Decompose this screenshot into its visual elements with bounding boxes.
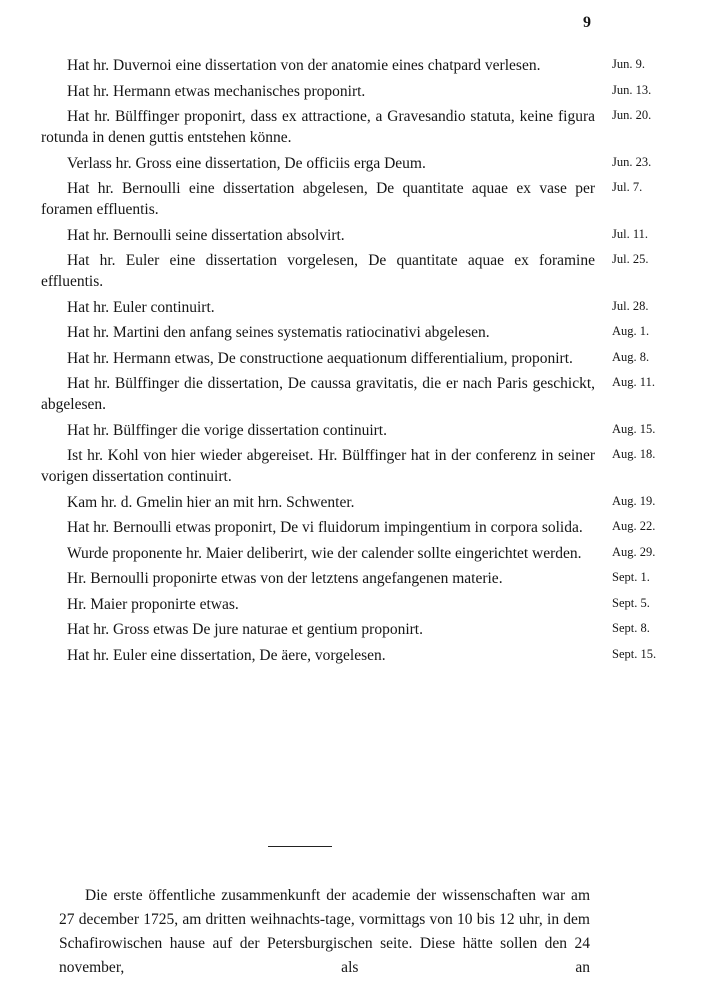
minutes-entry xyxy=(0,55,702,76)
entry-date: Aug. 22. xyxy=(612,519,656,533)
entry-text: Hat hr. Bülffinger proponirt, dass ex attractione, a Gravesandio statuta, keine figura rotunda in denen guttis entstehen könne. xyxy=(41,108,595,146)
entry-date: Jul. 11. xyxy=(612,226,648,241)
entry-date: Jul. 28. xyxy=(612,298,649,313)
entry-text: Hat hr. Euler eine dissertation, De äere, vorgelesen. xyxy=(67,646,386,664)
entry-text: Hat hr. Bülffinger die dissertation, De caussa gravitatis, die er nach Paris geschickt, abgelesen. xyxy=(41,375,595,413)
minutes-entry xyxy=(0,178,702,220)
section-divider xyxy=(268,846,332,847)
entry-date: Jul. 25. xyxy=(612,252,649,266)
entry-text: Hr. Maier proponirte etwas. xyxy=(67,595,239,613)
minutes-entry xyxy=(0,492,702,513)
minutes-entry xyxy=(0,594,702,615)
entry-date: Sept. 8. xyxy=(612,621,650,635)
page-number: 9 xyxy=(583,14,591,31)
entry-text: Hat hr. Hermann etwas, De constructione aequationum differentialium, proponirt. xyxy=(67,349,573,367)
entry-date: Aug. 29. xyxy=(612,544,656,559)
minutes-list xyxy=(0,55,702,670)
entry-text: Hat hr. Bernoulli seine dissertation absolvirt. xyxy=(67,226,345,244)
entry-text: Hat hr. Bernoulli etwas proponirt, De vi fluidorum impingentium in corpora solida. xyxy=(67,519,583,536)
entry-text: Hr. Bernoulli proponirte etwas von der letztens angefangenen materie. xyxy=(67,570,503,587)
minutes-entry xyxy=(0,322,702,343)
minutes-entry xyxy=(0,250,702,292)
minutes-entry xyxy=(0,153,702,174)
entry-date: Aug. 8. xyxy=(612,349,650,364)
minutes-entry xyxy=(0,373,702,415)
entry-text: Wurde proponente hr. Maier deliberirt, wie der calender sollte eingerichtet werden. xyxy=(67,544,582,562)
entry-text: Hat hr. Duvernoi eine dissertation von der anatomie eines chatpard verlesen. xyxy=(67,57,541,74)
entry-text: Ist hr. Kohl von hier wieder abgereiset. Hr. Bülffinger hat in der conferenz in seiner vorigen dissertation continuirt. xyxy=(41,447,595,485)
entry-date: Aug. 19. xyxy=(612,493,656,508)
entry-date: Aug. 18. xyxy=(612,447,656,461)
minutes-entry xyxy=(0,568,702,589)
entry-date: Jul. 7. xyxy=(612,180,643,194)
entry-text: Hat hr. Bernoulli eine dissertation abgelesen, De quantitate aquae ex vase per foramen effluentis. xyxy=(41,180,595,218)
entry-date: Aug. 1. xyxy=(612,324,650,338)
minutes-entry xyxy=(0,517,702,538)
entry-date: Jun. 20. xyxy=(612,108,652,122)
minutes-entry xyxy=(0,348,702,369)
minutes-entry xyxy=(0,445,702,487)
entry-date: Sept. 1. xyxy=(612,570,650,584)
entry-text: Hat hr. Hermann etwas mechanisches proponirt. xyxy=(67,82,366,100)
minutes-entry xyxy=(0,420,702,441)
entry-text: Hat hr. Euler continuirt. xyxy=(67,298,215,316)
minutes-entry xyxy=(0,645,702,666)
entry-text: Verlass hr. Gross eine dissertation, De officiis erga Deum. xyxy=(67,154,426,172)
entry-date: Aug. 11. xyxy=(612,375,655,389)
entry-text: Hat hr. Bülffinger die vorige dissertation continuirt. xyxy=(67,421,387,439)
minutes-entry xyxy=(0,297,702,318)
entry-date: Aug. 15. xyxy=(612,421,656,436)
entry-text: Hat hr. Martini den anfang seines systematis ratiocinativi abgelesen. xyxy=(67,324,490,341)
minutes-entry xyxy=(0,106,702,148)
entry-date: Jun. 9. xyxy=(612,57,645,71)
minutes-entry xyxy=(0,619,702,640)
entry-date: Jun. 13. xyxy=(612,82,652,97)
entry-date: Sept. 5. xyxy=(612,595,650,610)
minutes-entry xyxy=(0,543,702,564)
closing-paragraph: Die erste öffentliche zusammenkunft der academie der wissenschaften war am 27 december 1725, am dritten weihnachts-tage, vormittags von 10 bis 12 uhr, in dem Schafirowischen hause auf der Petersburgischen seite. Diese hätte sollen den 24 november, als an xyxy=(59,887,590,976)
entry-text: Hat hr. Gross etwas De jure naturae et gentium proponirt. xyxy=(67,621,423,638)
entry-text: Hat hr. Euler eine dissertation vorgelesen, De quantitate aquae ex foramine effluentis. xyxy=(41,252,595,290)
entry-text: Kam hr. d. Gmelin hier an mit hrn. Schwenter. xyxy=(67,493,355,511)
minutes-entry xyxy=(0,225,702,246)
entry-date: Sept. 15. xyxy=(612,646,657,661)
minutes-entry xyxy=(0,81,702,102)
entry-date: Jun. 23. xyxy=(612,154,652,169)
